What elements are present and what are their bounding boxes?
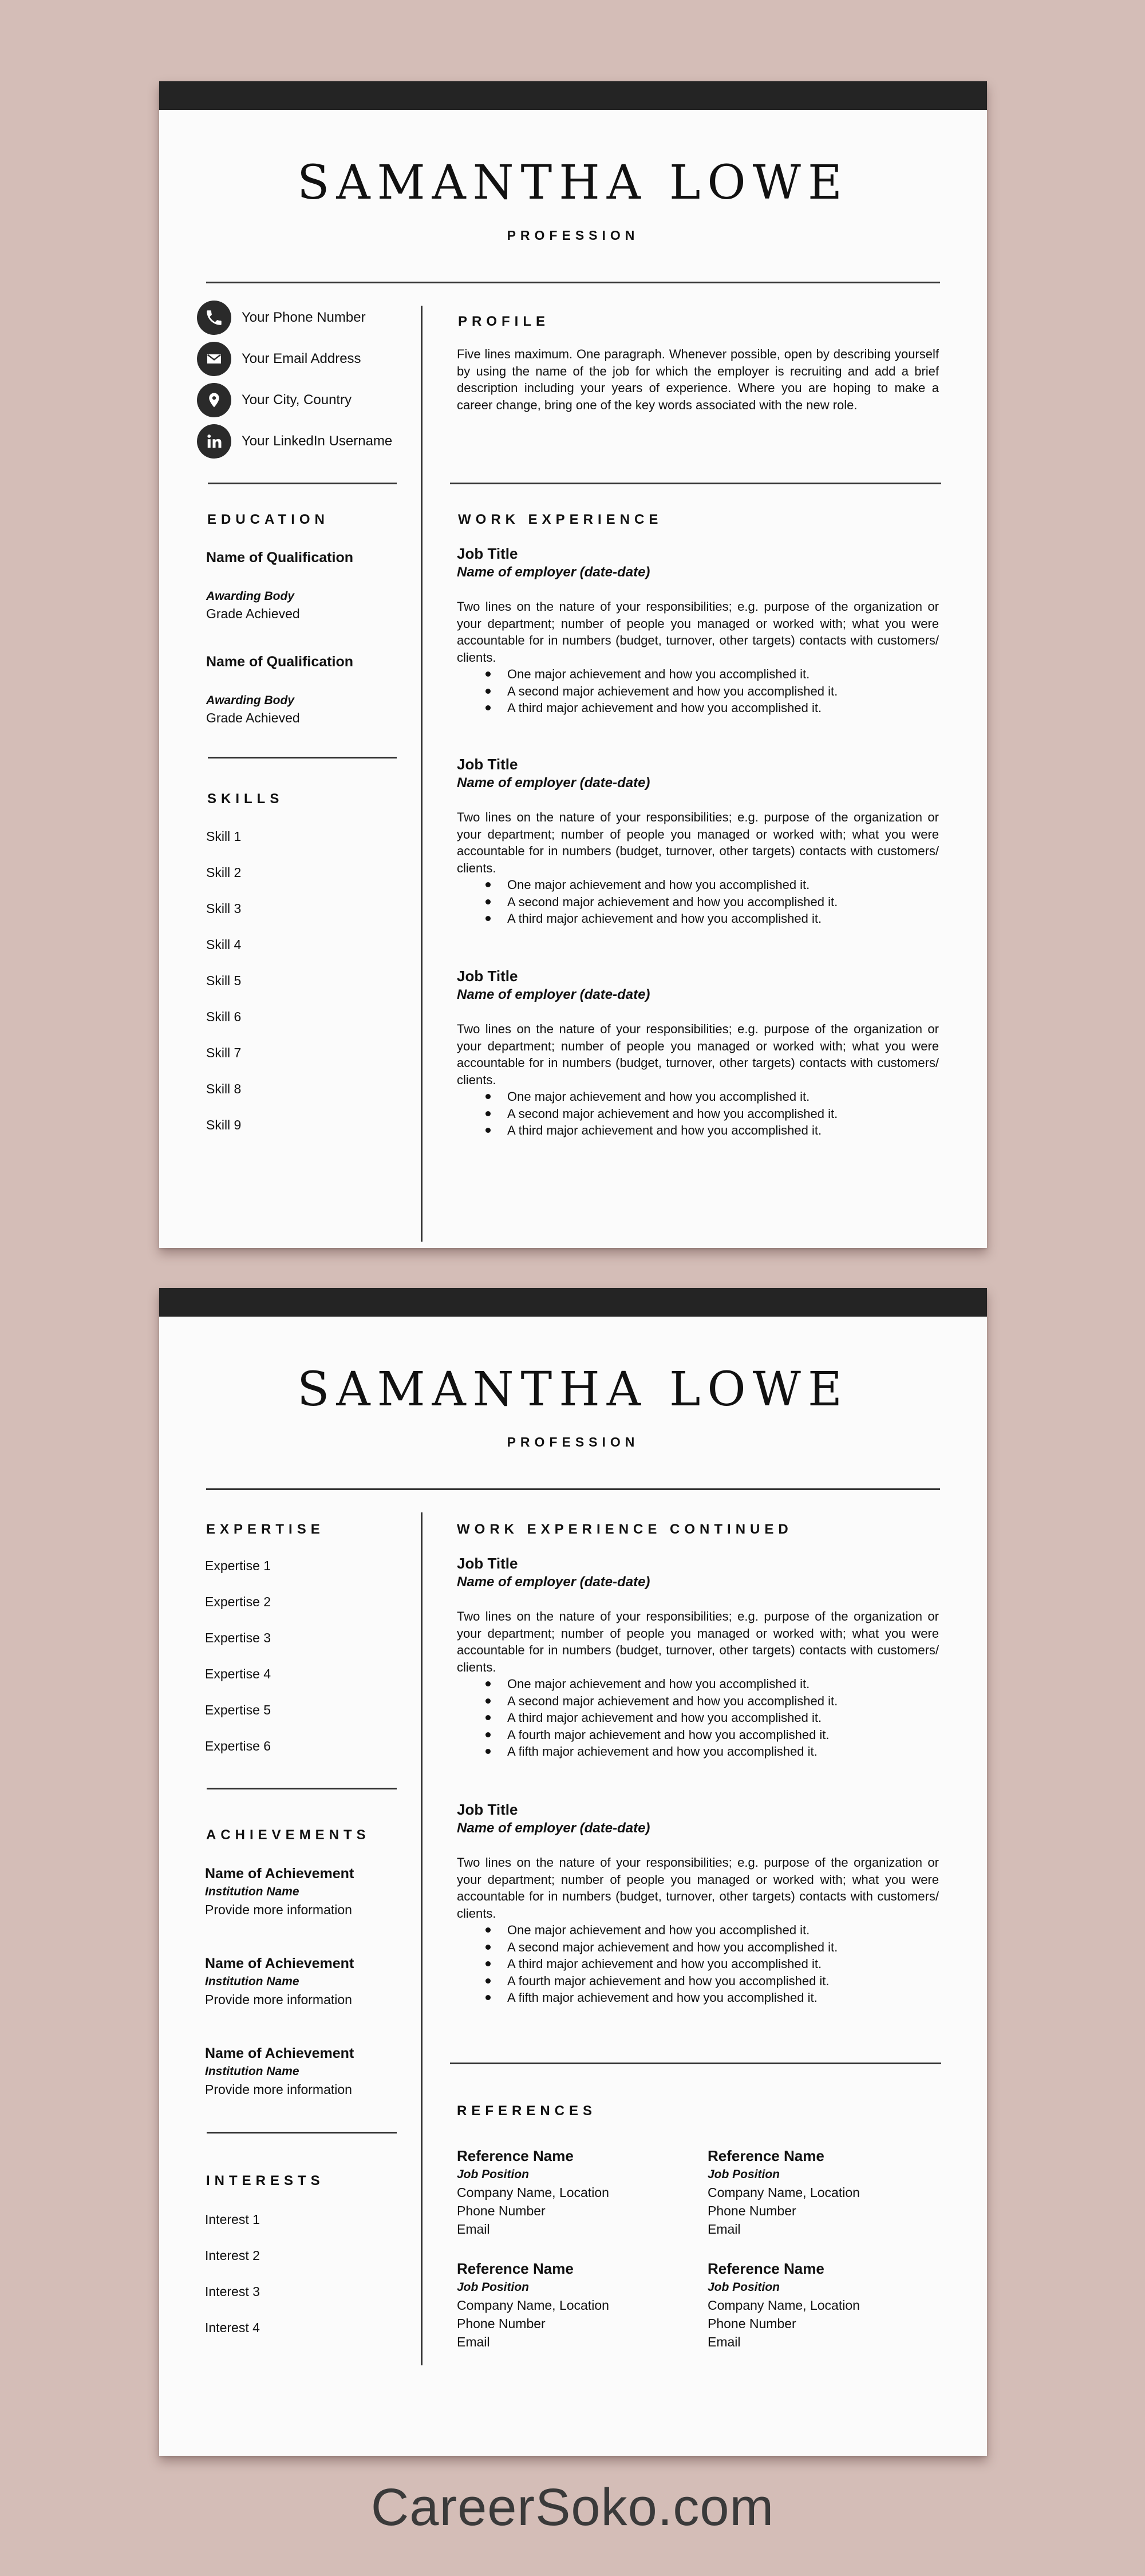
references-divider xyxy=(450,2063,941,2064)
job-title: Job Title xyxy=(457,967,518,985)
interests-heading: INTERESTS xyxy=(206,2173,325,2188)
education-qualification: Name of Qualification xyxy=(206,654,353,670)
contact-linkedin-text: Your LinkedIn Username xyxy=(242,433,393,449)
achievements-heading: ACHIEVEMENTS xyxy=(206,1827,370,1843)
achievement-bullet: One major achievement and how you accomplished it. xyxy=(457,876,838,894)
achievement-bullet: A fifth major achievement and how you accomplished it. xyxy=(457,1743,838,1760)
reference-phone: Phone Number xyxy=(457,2203,546,2218)
reference-position: Job Position xyxy=(708,2168,780,2181)
education-qualification: Name of Qualification xyxy=(206,550,353,566)
reference-phone: Phone Number xyxy=(708,2203,796,2218)
linkedin-icon xyxy=(197,424,231,459)
reference-name: Reference Name xyxy=(457,2260,574,2277)
contact-email-text: Your Email Address xyxy=(242,351,361,366)
job-achievements xyxy=(457,1676,838,1760)
achievement-bullet: One major achievement and how you accomplished it. xyxy=(457,666,838,683)
job-description: Two lines on the nature of your responsibilities; e.g. purpose of the organization or your department; number of people you managed or worked with; what you were accountable for in numbers (budget, turnover, other targets) contacts with customers/ clients. xyxy=(457,1855,939,1921)
achievement-info: Provide more information xyxy=(205,2082,352,2097)
achievement-bullet: A third major achievement and how you accomplished it. xyxy=(457,1709,838,1726)
profile-heading: PROFILE xyxy=(458,314,550,329)
job-description: Two lines on the nature of your responsibilities; e.g. purpose of the organization or your department; number of people you managed or worked with; what you were accountable for in numbers (budget, turnover, other targets) contacts with customers/ clients. xyxy=(457,1609,939,1674)
profession-title: PROFESSION xyxy=(507,228,639,243)
achievement-bullet: A fifth major achievement and how you accomplished it. xyxy=(457,1989,838,2006)
reference-email: Email xyxy=(708,2222,741,2237)
skill-item: Skill 8 xyxy=(206,1081,242,1096)
reference-card xyxy=(457,2147,609,2238)
reference-position: Job Position xyxy=(708,2281,780,2294)
contact-phone xyxy=(197,300,366,335)
expertise-item: Expertise 4 xyxy=(205,1666,271,1681)
reference-name: Reference Name xyxy=(708,2260,824,2277)
interest-item: Interest 2 xyxy=(205,2248,260,2263)
achievement-bullet: One major achievement and how you accomplished it. xyxy=(457,1088,838,1105)
reference-company: Company Name, Location xyxy=(708,2298,860,2313)
top-bar xyxy=(159,81,987,110)
skill-item: Skill 1 xyxy=(206,829,242,844)
job-achievements xyxy=(457,1922,838,2006)
achievement-info: Provide more information xyxy=(205,1902,352,1917)
achievement-bullet: A third major achievement and how you accomplished it. xyxy=(457,1122,838,1139)
job-employer: Name of employer (date-date) xyxy=(457,987,650,1002)
achievement-name: Name of Achievement xyxy=(205,1866,354,1882)
education-grade: Grade Achieved xyxy=(206,606,300,621)
expertise-item: Expertise 6 xyxy=(205,1739,271,1753)
top-bar xyxy=(159,1288,987,1317)
reference-name: Reference Name xyxy=(457,2147,574,2164)
reference-email: Email xyxy=(457,2222,490,2237)
column-divider xyxy=(421,306,423,1242)
reference-phone: Phone Number xyxy=(457,2316,546,2331)
education-awarding-body: Awarding Body xyxy=(206,694,295,707)
achievement-bullet: A fourth major achievement and how you accomplished it. xyxy=(457,1726,838,1744)
expertise-heading: EXPERTISE xyxy=(206,1522,325,1537)
achievement-bullet: A second major achievement and how you accomplished it. xyxy=(457,1693,838,1710)
profession-title: PROFESSION xyxy=(507,1435,639,1449)
job-description: Two lines on the nature of your responsibilities; e.g. purpose of the organization or your department; number of people you managed or worked with; what you were accountable for in numbers (budget, turnover, other targets) contacts with customers/ clients. xyxy=(457,810,939,875)
expertise-item: Expertise 5 xyxy=(205,1702,271,1717)
achievement-info: Provide more information xyxy=(205,1992,352,2007)
reference-card xyxy=(457,2259,609,2351)
education-grade: Grade Achieved xyxy=(206,710,300,725)
reference-company: Company Name, Location xyxy=(457,2185,609,2200)
skill-item: Skill 9 xyxy=(206,1117,242,1132)
expertise-item: Expertise 3 xyxy=(205,1630,271,1645)
reference-name: Reference Name xyxy=(708,2147,824,2164)
interest-item: Interest 3 xyxy=(205,2284,260,2299)
achievement-institution: Institution Name xyxy=(205,1975,299,1988)
resume-page-1 xyxy=(159,81,987,1248)
skill-item: Skill 6 xyxy=(206,1009,242,1024)
achievement-bullet: A second major achievement and how you accomplished it. xyxy=(457,894,838,911)
achievement-name: Name of Achievement xyxy=(205,1955,354,1971)
work-experience-continued-heading: WORK EXPERIENCE CONTINUED xyxy=(457,1522,793,1537)
job-achievements xyxy=(457,666,838,717)
header-divider xyxy=(206,282,940,283)
skill-item: Skill 2 xyxy=(206,865,242,880)
reference-phone: Phone Number xyxy=(708,2316,796,2331)
education-heading: EDUCATION xyxy=(207,512,329,527)
contact-divider xyxy=(208,483,397,484)
achievement-bullet: A second major achievement and how you accomplished it. xyxy=(457,683,838,700)
reference-company: Company Name, Location xyxy=(708,2185,860,2200)
skills-heading: SKILLS xyxy=(207,791,284,807)
achievement-bullet: A fourth major achievement and how you accomplished it. xyxy=(457,1973,838,1990)
contact-linkedin xyxy=(197,424,392,459)
reference-card xyxy=(708,2147,860,2238)
interest-item: Interest 1 xyxy=(205,2212,260,2227)
reference-position: Job Position xyxy=(457,2281,529,2294)
achievements-divider xyxy=(207,2132,397,2134)
references-heading: REFERENCES xyxy=(457,2103,597,2119)
reference-email: Email xyxy=(457,2334,490,2349)
job-description: Two lines on the nature of your responsibilities; e.g. purpose of the organization or your department; number of people you managed or worked with; what you were accountable for in numbers (budget, turnover, other targets) contacts with customers/ clients. xyxy=(457,1022,939,1087)
expertise-item: Expertise 1 xyxy=(205,1558,271,1573)
skill-item: Skill 7 xyxy=(206,1045,242,1060)
reference-company: Company Name, Location xyxy=(457,2298,609,2313)
interest-item: Interest 4 xyxy=(205,2320,260,2335)
achievement-bullet: A third major achievement and how you accomplished it. xyxy=(457,910,838,927)
job-achievements xyxy=(457,1088,838,1139)
achievement-bullet: A third major achievement and how you accomplished it. xyxy=(457,700,838,717)
expertise-divider xyxy=(207,1788,397,1789)
email-icon xyxy=(197,342,231,376)
profile-text: Five lines maximum. One paragraph. Whenever possible, open by describing yourself by using the name of the job for which the employer is recruiting and add a brief description including your years of experience. Where you are hoping to make a career change, bring one of the key words associated with the new role. xyxy=(457,347,939,412)
brand-watermark: CareerSoko.com xyxy=(370,2478,775,2537)
achievement-bullet: One major achievement and how you accomplished it. xyxy=(457,1922,838,1939)
achievement-institution: Institution Name xyxy=(205,2065,299,2078)
job-employer: Name of employer (date-date) xyxy=(457,564,650,580)
job-employer: Name of employer (date-date) xyxy=(457,1574,650,1590)
contact-email xyxy=(197,341,361,377)
job-description: Two lines on the nature of your responsibilities; e.g. purpose of the organization or your department; number of people you managed or worked with; what you were accountable for in numbers (budget, turnover, other targets) contacts with customers/ clients. xyxy=(457,599,939,665)
achievement-name: Name of Achievement xyxy=(205,2045,354,2061)
job-achievements xyxy=(457,876,838,927)
reference-card xyxy=(708,2259,860,2351)
education-divider xyxy=(208,757,397,758)
job-title: Job Title xyxy=(457,756,518,773)
achievement-bullet: A second major achievement and how you accomplished it. xyxy=(457,1105,838,1123)
achievement-bullet: A second major achievement and how you accomplished it. xyxy=(457,1939,838,1956)
header-divider xyxy=(206,1488,940,1490)
contact-phone-text: Your Phone Number xyxy=(242,310,366,325)
profile-divider xyxy=(450,483,941,484)
location-pin-icon xyxy=(197,383,231,417)
reference-email: Email xyxy=(708,2334,741,2349)
skill-item: Skill 5 xyxy=(206,973,242,988)
reference-position: Job Position xyxy=(457,2168,529,2181)
contact-location-text: Your City, Country xyxy=(242,392,352,408)
contact-location xyxy=(197,382,352,418)
job-employer: Name of employer (date-date) xyxy=(457,775,650,791)
phone-icon xyxy=(197,301,231,335)
candidate-name: SAMANTHA LOWE xyxy=(297,156,849,210)
job-title: Job Title xyxy=(457,1555,518,1572)
resume-page-2 xyxy=(159,1288,987,2456)
achievement-bullet: One major achievement and how you accomplished it. xyxy=(457,1676,838,1693)
column-divider xyxy=(421,1512,423,2365)
job-employer: Name of employer (date-date) xyxy=(457,1820,650,1836)
skill-item: Skill 4 xyxy=(206,937,242,952)
achievement-institution: Institution Name xyxy=(205,1885,299,1898)
skill-item: Skill 3 xyxy=(206,901,242,916)
education-awarding-body: Awarding Body xyxy=(206,590,295,603)
achievement-bullet: A third major achievement and how you accomplished it. xyxy=(457,1955,838,1973)
expertise-item: Expertise 2 xyxy=(205,1594,271,1609)
job-title: Job Title xyxy=(457,545,518,562)
candidate-name: SAMANTHA LOWE xyxy=(297,1362,849,1417)
work-experience-heading: WORK EXPERIENCE xyxy=(458,512,663,527)
job-title: Job Title xyxy=(457,1801,518,1818)
